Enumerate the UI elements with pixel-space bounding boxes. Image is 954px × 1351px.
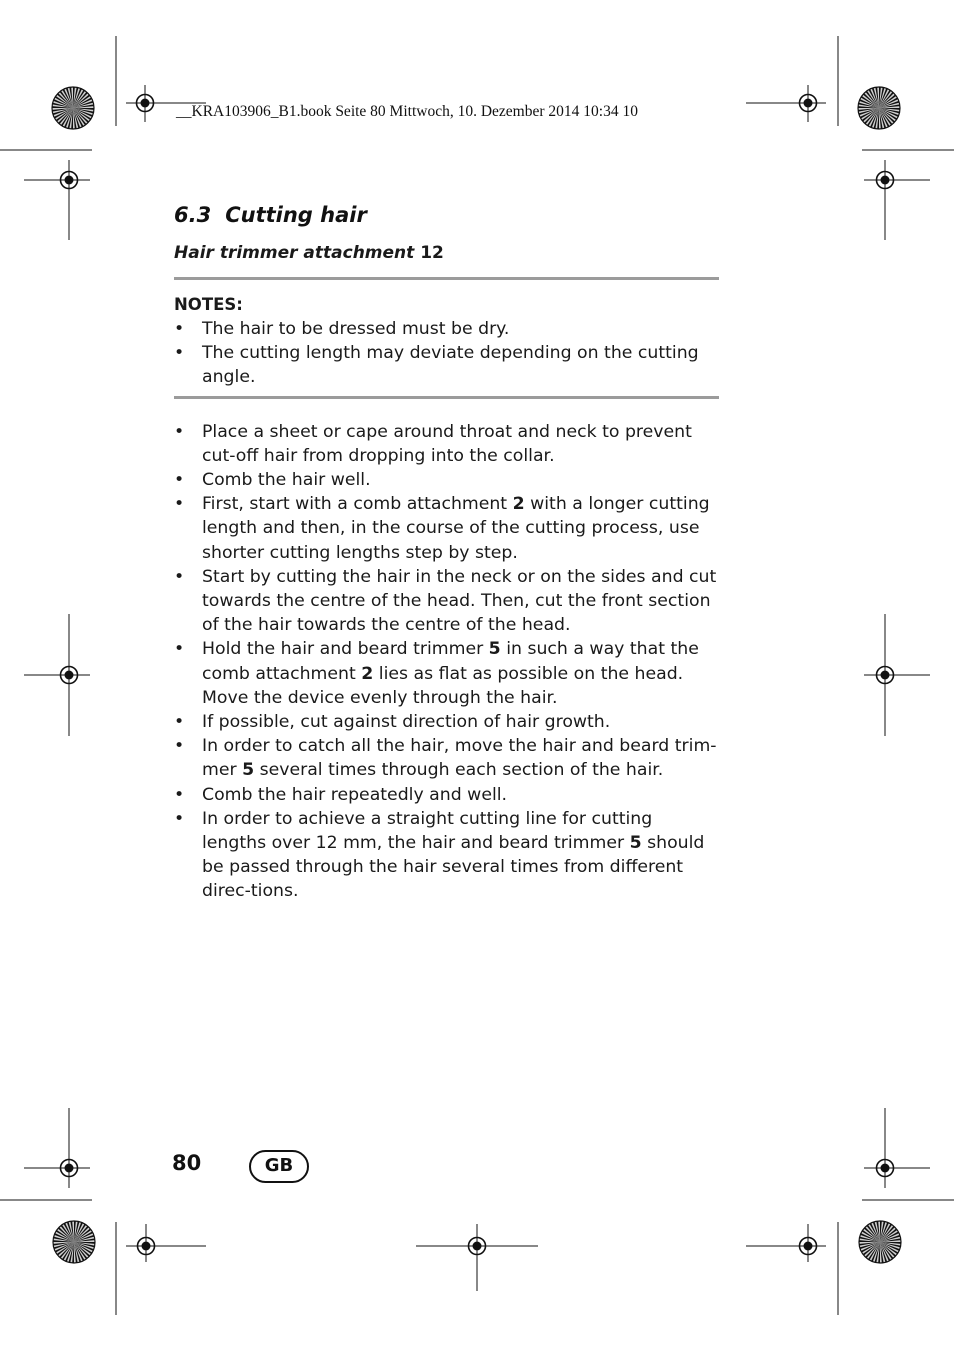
instruction-item <box>174 420 719 468</box>
note-item <box>174 317 719 341</box>
section-number: 6.3 <box>174 203 212 227</box>
instruction-list <box>174 420 719 904</box>
instruction-text: In order to catch all the hair, move the hair and beard trim-mer <box>202 736 717 781</box>
section-heading <box>174 200 719 230</box>
registration-target-center <box>881 1164 890 1173</box>
instruction-item <box>174 492 719 565</box>
instruction-item <box>174 637 719 710</box>
subheading-ref: 12 <box>420 243 444 263</box>
language-badge: GB <box>249 1150 309 1183</box>
note-text: The cutting length may deviate depending on the cutting angle. <box>202 343 699 388</box>
bullet: • <box>174 421 185 442</box>
instruction-item <box>174 734 719 782</box>
instruction-text: Hold the hair and beard trimmer <box>202 639 489 660</box>
instruction-text: First, start with a comb attachment <box>202 494 513 515</box>
part-reference-number: 5 <box>629 833 642 854</box>
registration-target-center <box>804 99 813 108</box>
bullet: • <box>174 494 185 515</box>
instruction-text: should be passed through the hair several times from different direc-tions. <box>202 833 705 902</box>
page-number: 80 <box>172 1151 202 1175</box>
registration-target-center <box>65 671 74 680</box>
instruction-item <box>174 783 719 807</box>
instruction-item <box>174 710 719 734</box>
part-reference-number: 2 <box>361 663 374 684</box>
instruction-text: Comb the hair repeatedly and well. <box>202 784 508 805</box>
bullet: • <box>174 470 185 491</box>
registration-target-center <box>142 1242 151 1251</box>
note-item <box>174 341 719 389</box>
instruction-text: lies as flat as possible on the head. Move the device evenly through the hair. <box>202 663 684 708</box>
part-reference-number: 5 <box>242 760 255 781</box>
instruction-item <box>174 468 719 492</box>
instruction-text: Comb the hair well. <box>202 470 371 491</box>
instruction-text: Start by cutting the hair in the neck or on the sides and cut towards the centre of the head. Then, cut the front section of the hair towards the centre of the head. <box>202 566 717 636</box>
registration-target-center <box>65 176 74 185</box>
bullet: • <box>174 712 185 733</box>
page-content <box>174 200 719 904</box>
subheading-label: Hair trimmer attachment <box>174 243 415 263</box>
bullet: • <box>174 639 185 660</box>
section-title: Cutting hair <box>225 203 367 227</box>
notes-box <box>174 277 719 399</box>
note-text: The hair to be dressed must be dry. <box>202 319 510 339</box>
bullet: • <box>174 784 185 805</box>
instruction-item <box>174 565 719 638</box>
registration-target-center <box>473 1242 482 1251</box>
notes-title: NOTES: <box>174 295 243 314</box>
bullet: • <box>174 566 185 587</box>
registration-target-center <box>881 176 890 185</box>
registration-target-center <box>804 1242 813 1251</box>
bullet: • <box>174 319 185 339</box>
notes-list <box>174 317 719 390</box>
print-file-header: __KRA103906_B1.book Seite 80 Mittwoch, 10. Dezember 2014 10:34 10 <box>176 103 638 120</box>
instruction-text: Place a sheet or cape around throat and neck to prevent cut-off hair from dropping into the collar. <box>202 421 692 466</box>
registration-target-center <box>141 99 150 108</box>
instruction-item <box>174 807 719 904</box>
instruction-text: several times through each section of the hair. <box>254 760 664 781</box>
part-reference-number: 5 <box>488 639 501 660</box>
registration-target-center <box>65 1164 74 1173</box>
instruction-text: If possible, cut against direction of hair growth. <box>202 712 611 733</box>
instruction-text: In order to achieve a straight cutting line for cutting lengths over 12 mm, the hair and beard trimmer <box>202 808 653 854</box>
bullet: • <box>174 808 185 829</box>
registration-target-center <box>881 671 890 680</box>
bullet: • <box>174 343 185 364</box>
part-reference-number: 2 <box>512 494 525 515</box>
subheading <box>174 241 719 265</box>
instruction-text: in such a way that the comb attachment <box>202 639 699 684</box>
instruction-text: with a longer cutting length and then, in the course of the cutting process, use shorter cutting lengths step by step. <box>202 494 710 563</box>
bullet: • <box>174 736 185 757</box>
